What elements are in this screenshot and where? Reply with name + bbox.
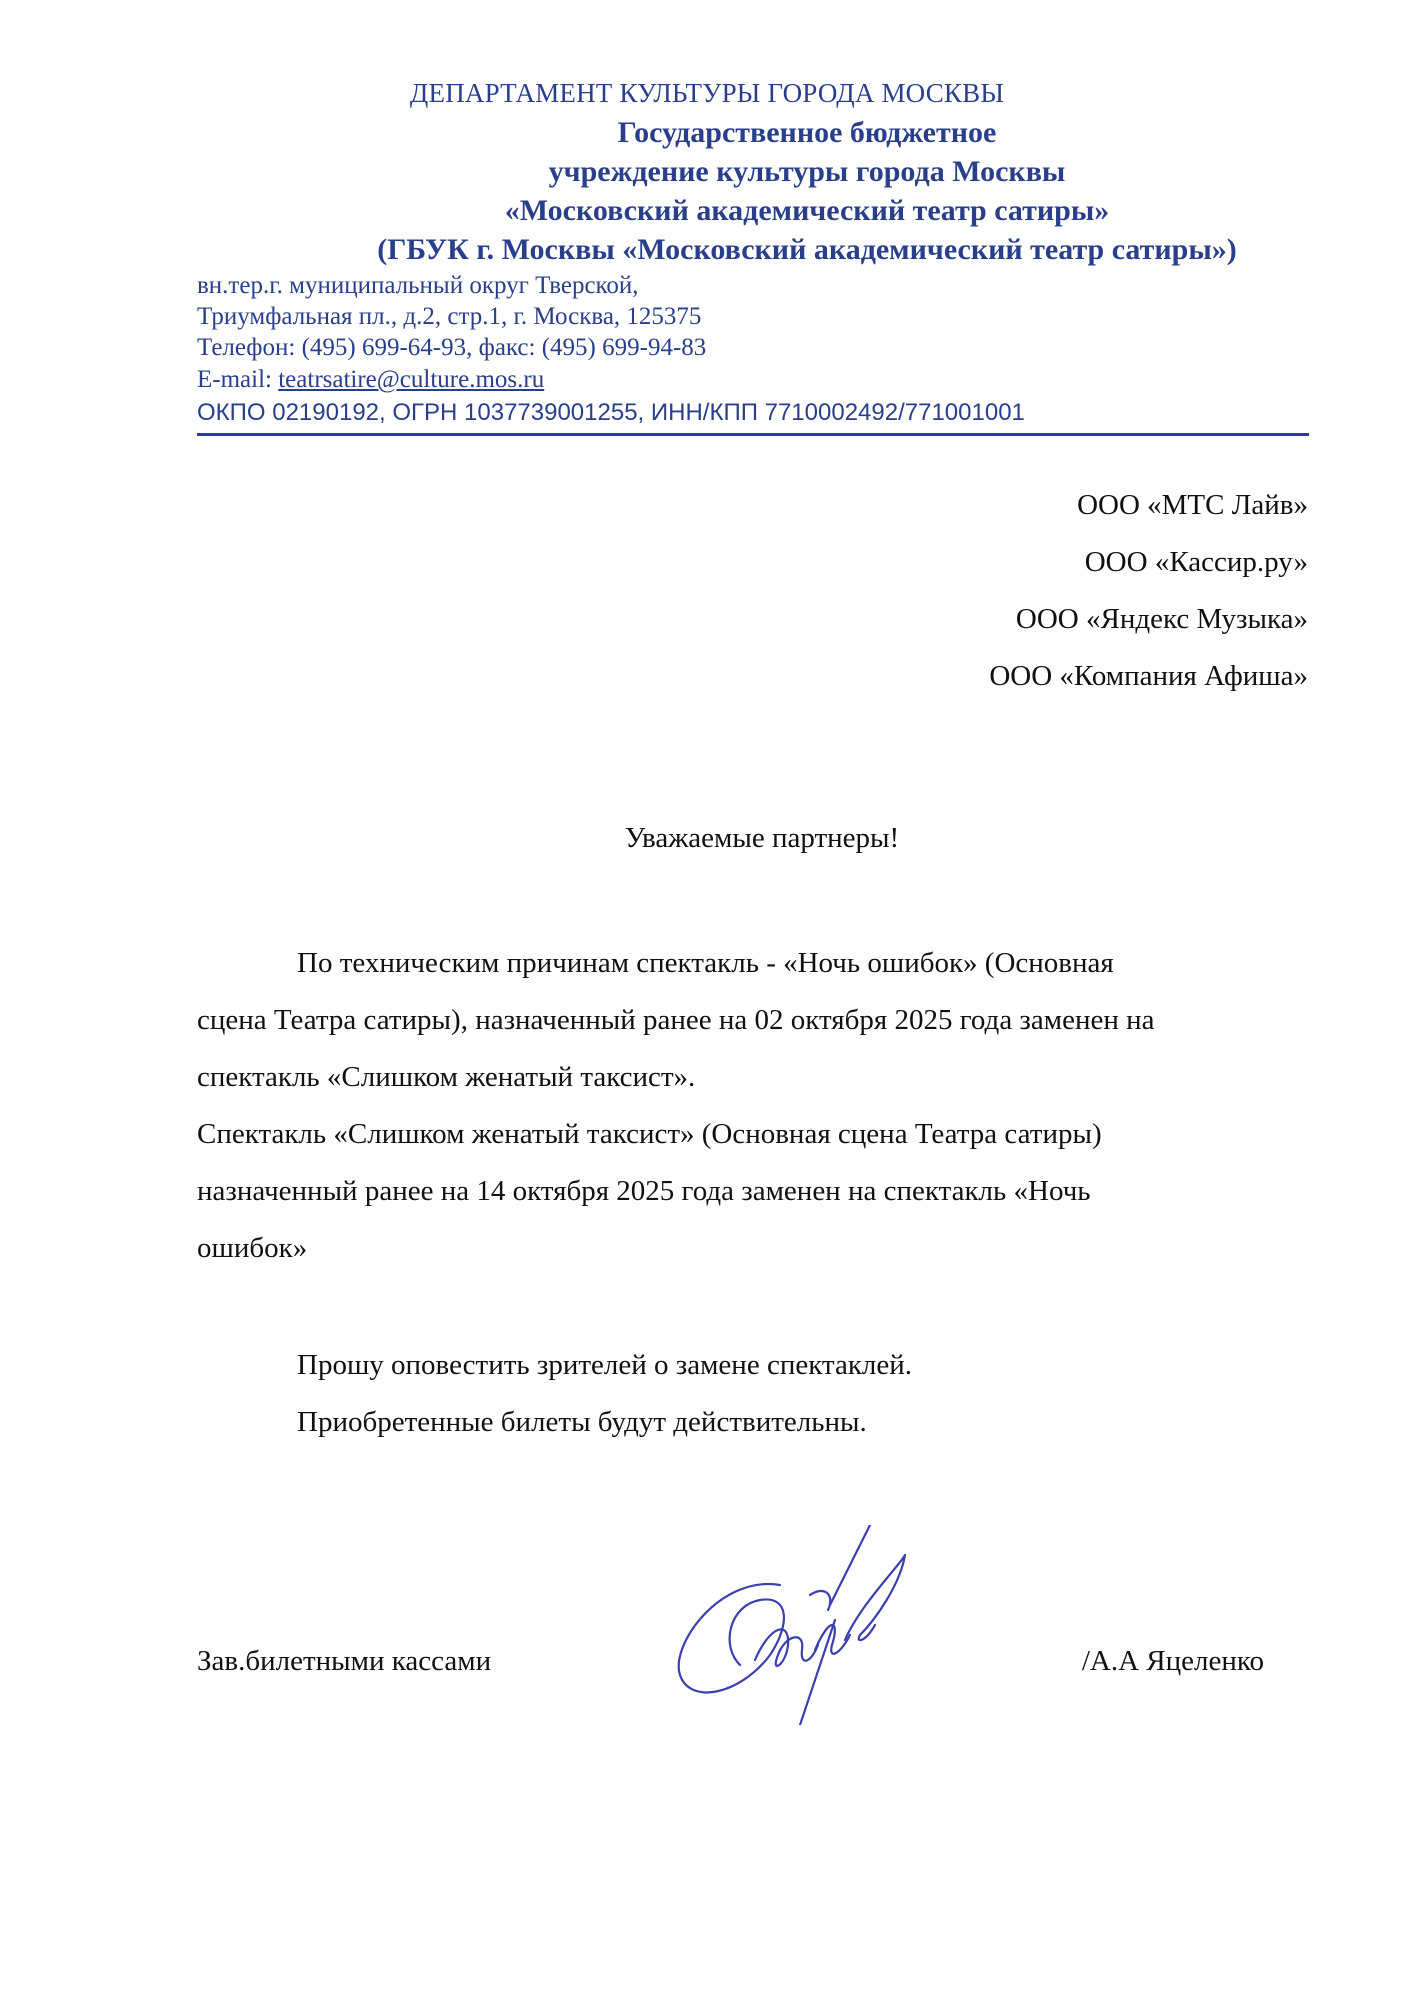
body-line-1: По техническим причинам спектакль - «Ночь ошибок» (Основная [297,947,1114,979]
address-line-2: Триумфальная пл., д.2, стр.1, г. Москва, 125375 [197,303,702,330]
department-name: ДЕПАРТАМЕНТ КУЛЬТУРЫ ГОРОДА МОСКВЫ [409,78,1005,108]
org-name-line-2: учреждение культуры города Москвы [548,155,1066,188]
body-line-6: ошибок» [197,1232,308,1264]
recipient-kassir: ООО «Кассир.ру» [1084,546,1308,578]
signatory-title: Зав.билетными кассами [197,1645,492,1677]
signatory-name: /А.А Яцеленко [1081,1645,1264,1677]
letterhead-divider [197,433,1309,436]
salutation: Уважаемые партнеры! [624,822,900,854]
recipient-yandex-music: ООО «Яндекс Музыка» [1015,603,1308,635]
org-name-line-1: Государственное бюджетное [617,116,997,149]
email-line [197,366,544,394]
registry-line: ОКПО 02190192, ОГРН 1037739001255, ИНН/КПП 7710002492/771001001 [197,399,1025,426]
body-line-5: назначенный ранее на 14 октября 2025 года заменен на спектакль «Ночь [197,1175,1091,1207]
body-line-4: Спектакль «Слишком женатый таксист» (Основная сцена Театра сатиры) [197,1118,1102,1150]
body-line-3: спектакль «Слишком женатый таксист». [197,1061,696,1093]
email-label: E-mail: [197,366,279,393]
address-line-1: вн.тер.г. муниципальный округ Тверской, [197,272,639,299]
org-name-line-4: (ГБУК г. Москвы «Московский академический театр сатиры») [377,233,1237,266]
recipients-block [989,477,1308,705]
body-line-2: сцена Театра сатиры), назначенный ранее на 02 октября 2025 года заменен на [197,1004,1155,1036]
recipient-afisha: ООО «Компания Афиша» [989,660,1308,692]
body-line-8: Приобретенные билеты будут действительны. [297,1406,867,1438]
handwritten-signature [660,1525,920,1725]
recipient-mts-live: ООО «МТС Лайв» [1077,489,1308,521]
phone-line: Телефон: (495) 699-64-93, факс: (495) 699-94-83 [197,334,707,361]
email-link[interactable]: teatrsatire@culture.mos.ru [278,366,545,393]
body-line-7: Прошу оповестить зрителей о замене спектаклей. [297,1349,913,1381]
org-name-line-3: «Московский академический театр сатиры» [504,194,1110,227]
